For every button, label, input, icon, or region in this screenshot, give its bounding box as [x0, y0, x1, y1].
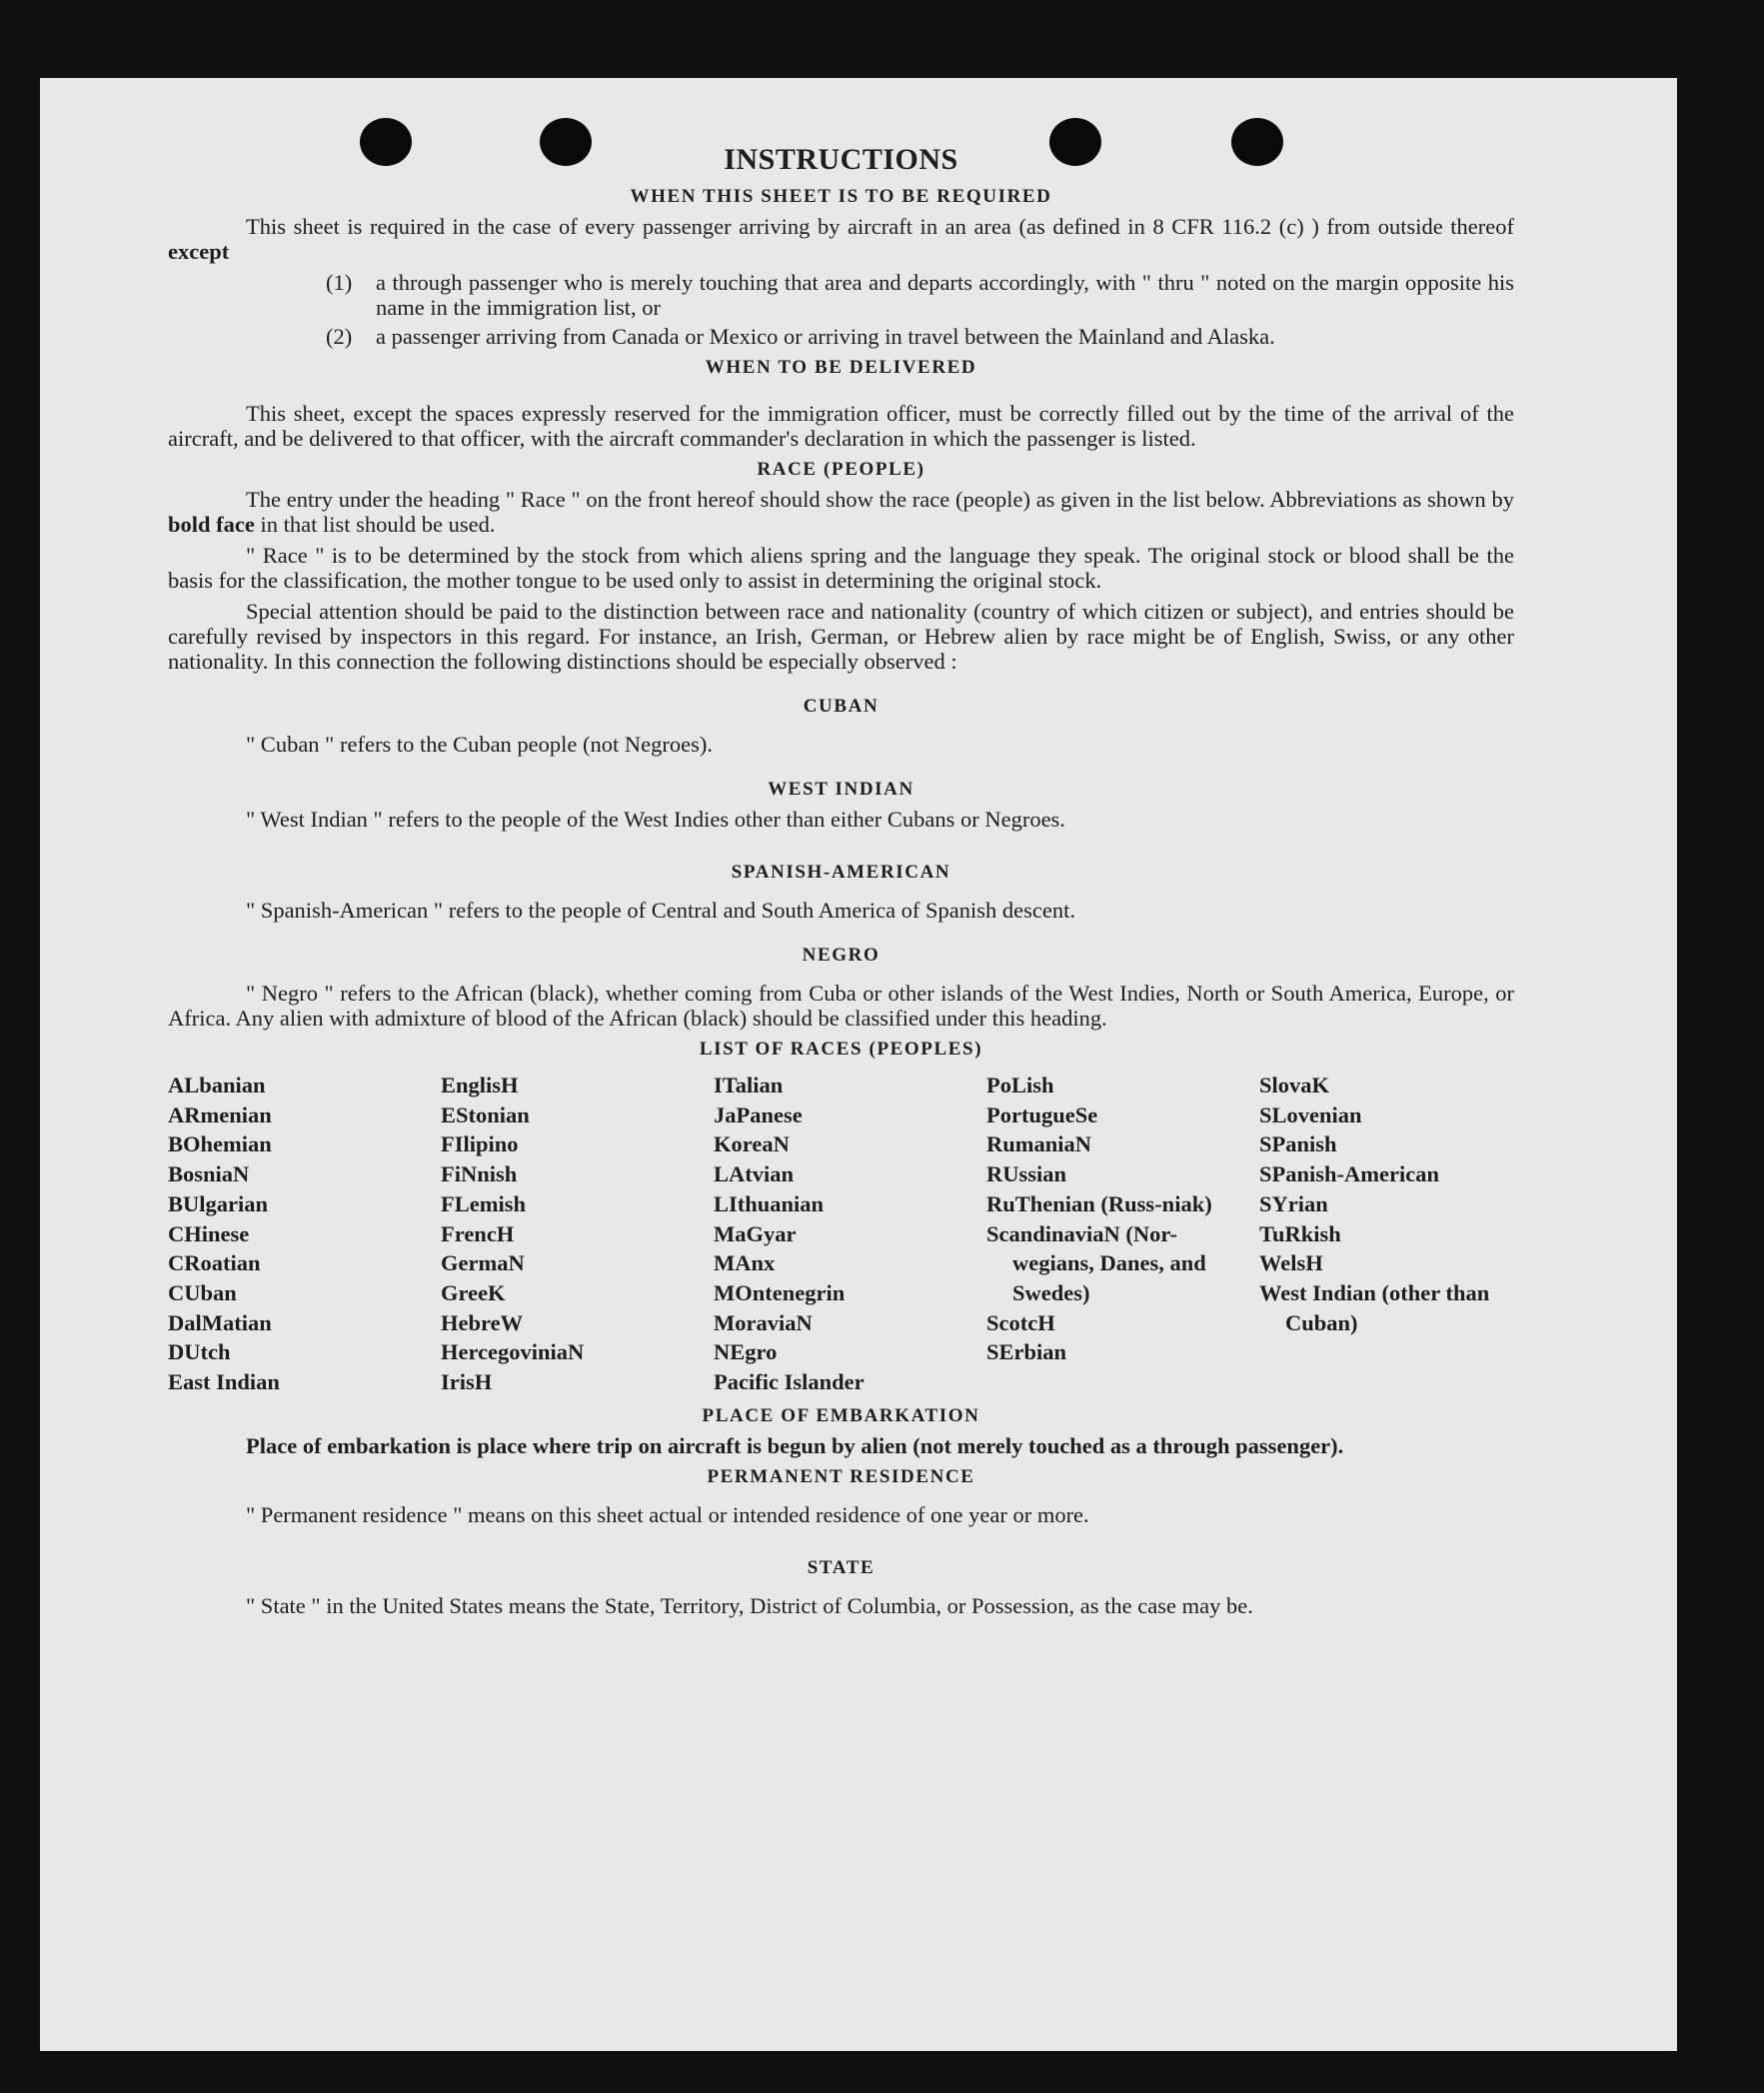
race-entry: RumaniaN — [986, 1131, 1092, 1157]
races-column — [168, 1070, 441, 1397]
paragraph-when-delivered: This sheet, except the spaces expressly reserved for the immigration officer, must be correctly filled out by the time of the arrival of the aircraft, and be delivered to that officer, with the aircraft commander's declaration in which the passenger is listed. — [168, 401, 1514, 451]
heading-when-required: WHEN THIS SHEET IS TO BE REQUIRED — [630, 186, 1052, 207]
race-entry: SlovaK — [1259, 1072, 1330, 1097]
heading-embarkation: PLACE OF EMBARKATION — [702, 1404, 980, 1426]
race-entry: ARmenian — [168, 1101, 272, 1127]
race-p1-bold: bold face — [168, 512, 255, 537]
heading-state: STATE — [807, 1556, 876, 1578]
race-entry: LIthuanian — [714, 1190, 825, 1216]
race-entry: DUtch — [168, 1339, 231, 1365]
page-title: INSTRUCTIONS — [724, 143, 958, 176]
race-entry: MoraviaN — [714, 1309, 813, 1335]
races-column — [441, 1070, 714, 1397]
paragraph-spanish-american: " Spanish-American " refers to the people of Central and South America of Spanish descent. — [246, 898, 1076, 923]
races-column — [714, 1070, 986, 1397]
race-entry: West Indian (other than Cuban) — [1259, 1279, 1490, 1335]
paragraph-negro: " Negro " refers to the African (black), whether coming from Cuba or other islands of the West Indies, North or South America, Europe, or Africa. Any alien with admixture of blood of the African (black) should be classified under this heading. — [168, 981, 1514, 1031]
item-text: a passenger arriving from Canada or Mexico or arriving in travel between the Mainland and Alaska. — [376, 324, 1275, 349]
paragraph-race-3: Special attention should be paid to the distinction between race and nationality (country of which citizen or subject), and entries should be carefully revised by inspectors in this regard. For instance, an Irish, German, or Hebrew alien by race might be of English, Swiss, or any other nationality. In this connection the following distinctions should be especially observed : — [168, 599, 1514, 674]
race-entry: BOhemian — [168, 1131, 272, 1157]
race-entry: MOntenegrin — [714, 1279, 846, 1305]
race-entry: PoLish — [986, 1072, 1054, 1097]
race-entry: LAtvian — [714, 1161, 795, 1187]
race-entry: BosniaN — [168, 1161, 250, 1187]
when-required-except: except — [168, 239, 230, 264]
race-entry: SLovenian — [1259, 1101, 1362, 1127]
list-item — [326, 270, 1514, 320]
race-entry: CUban — [168, 1279, 237, 1305]
paragraph-race-2: " Race " is to be determined by the stock from which aliens spring and the language they speak. The original stock or blood shall be the basis for the classification, the mother tongue to be used only to assist in determining the original stock. — [168, 543, 1514, 593]
race-entry: JaPanese — [714, 1101, 803, 1127]
when-required-intro: This sheet is required in the case of every passenger arriving by aircraft in an area (as defined in 8 CFR 116.2 (c) ) from outside thereof — [246, 214, 1514, 239]
races-table — [168, 1070, 1514, 1397]
race-entry: NEgro — [714, 1339, 778, 1365]
race-entry: KoreaN — [714, 1131, 790, 1157]
race-entry: Pacific Islander — [714, 1369, 865, 1395]
race-entry: ALbanian — [168, 1072, 266, 1097]
heading-residence: PERMANENT RESIDENCE — [707, 1465, 975, 1487]
race-entry: TuRkish — [1259, 1220, 1341, 1246]
paragraph-embarkation: Place of embarkation is place where trip on aircraft is begun by alien (not merely touched as a through passenger). — [246, 1432, 1344, 1458]
race-entry: FIlipino — [441, 1131, 519, 1157]
race-entry: SYrian — [1259, 1190, 1328, 1216]
races-column — [986, 1070, 1259, 1397]
heading-spanish-american: SPANISH-AMERICAN — [731, 862, 951, 883]
race-entry: IrisH — [441, 1369, 493, 1395]
race-entry: ITalian — [714, 1072, 784, 1097]
heading-race: RACE (PEOPLE) — [757, 459, 925, 480]
race-entry: GermaN — [441, 1250, 525, 1276]
race-entry: EStonian — [441, 1101, 530, 1127]
race-entry: DalMatian — [168, 1309, 272, 1335]
paragraph-west-indian: " West Indian " refers to the people of the West Indies other than either Cubans or Negroes. — [246, 807, 1065, 832]
race-entry: ScandinaviaN (Nor-wegians, Danes, and Swedes) — [986, 1220, 1206, 1305]
paragraph-residence: " Permanent residence " means on this sheet actual or intended residence of one year or more. — [246, 1501, 1089, 1527]
races-column — [1259, 1070, 1499, 1397]
instructions-content — [168, 142, 1514, 1624]
race-entry: CRoatian — [168, 1250, 261, 1276]
race-entry: RuThenian (Russ-niak) — [986, 1190, 1212, 1216]
race-entry: CHinese — [168, 1220, 250, 1246]
race-entry: RUssian — [986, 1161, 1067, 1187]
race-entry: SErbian — [986, 1339, 1067, 1365]
item-number: (2) — [326, 324, 353, 349]
race-entry: GreeK — [441, 1279, 506, 1305]
race-entry: HebreW — [441, 1309, 524, 1335]
race-entry: MaGyar — [714, 1220, 797, 1246]
race-p1-b: in that list should be used. — [260, 512, 496, 537]
heading-when-delivered: WHEN TO BE DELIVERED — [705, 357, 977, 378]
race-entry: HercegoviniaN — [441, 1339, 585, 1365]
heading-list-of-races: LIST OF RACES (PEOPLES) — [699, 1039, 983, 1059]
race-entry: SPanish-American — [1259, 1161, 1439, 1187]
race-entry: PortugueSe — [986, 1101, 1098, 1127]
list-item — [326, 324, 1514, 349]
item-number: (1) — [326, 270, 353, 295]
paragraph-race-1 — [168, 487, 1514, 537]
paragraph-cuban: " Cuban " refers to the Cuban people (not Negroes). — [246, 732, 713, 757]
race-p1-a: The entry under the heading " Race " on the front hereof should show the race (people) as given in the list below. Abbreviations as shown by — [246, 487, 1514, 512]
race-entry: EnglisH — [441, 1072, 519, 1097]
heading-cuban: CUBAN — [803, 696, 880, 717]
heading-negro: NEGRO — [802, 945, 881, 966]
race-entry: SPanish — [1259, 1131, 1337, 1157]
heading-west-indian: WEST INDIAN — [768, 779, 914, 800]
race-entry: MAnx — [714, 1250, 776, 1276]
race-entry: BUlgarian — [168, 1190, 269, 1216]
item-text: a through passenger who is merely touching that area and departs accordingly, with " thru " noted on the margin opposite his name in the immigration list, or — [376, 270, 1514, 320]
paragraph-state: " State " in the United States means the State, Territory, District of Columbia, or Possession, as the case may be. — [246, 1592, 1253, 1618]
race-entry: WelsH — [1259, 1250, 1323, 1276]
race-entry: East Indian — [168, 1369, 280, 1395]
paragraph-when-required — [168, 214, 1514, 264]
race-entry: FLemish — [441, 1190, 527, 1216]
race-entry: FiNnish — [441, 1161, 518, 1187]
race-entry: ScotcH — [986, 1309, 1055, 1335]
race-entry: FrencH — [441, 1220, 515, 1246]
